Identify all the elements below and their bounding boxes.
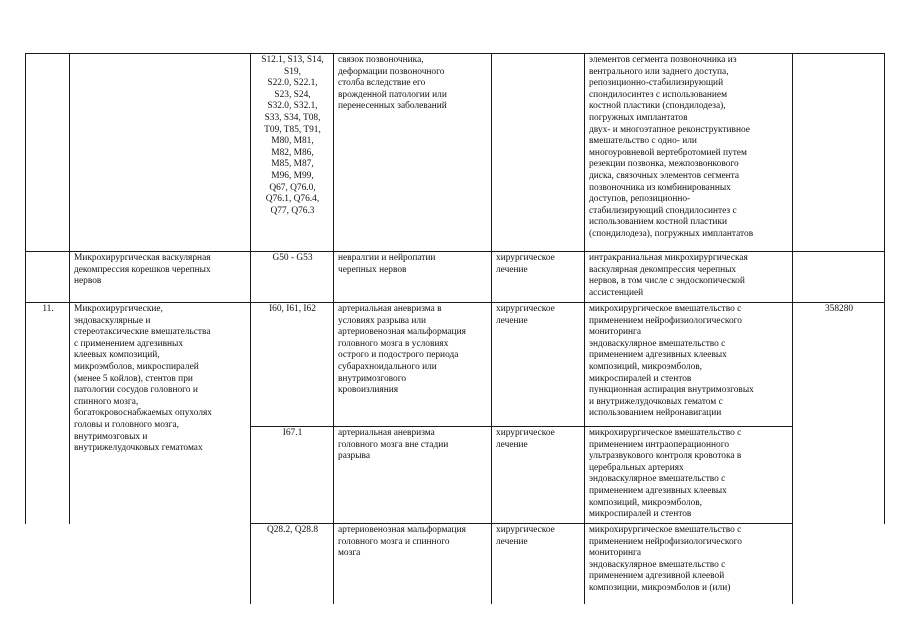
treatment-type-cell: хирургическое лечение	[492, 303, 585, 427]
patient-model-cell: артериовенозная мальформация головного мозга и спинного мозга	[334, 524, 492, 604]
treatment-method-cell: интракраниальная микрохирургическая васкулярная декомпрессия черепных нервов, в том числе с эндоскопической ассистенцией	[585, 252, 793, 303]
patient-model-cell: невралгии и нейропатии черепных нервов	[334, 252, 492, 303]
table-row	[26, 524, 885, 604]
table-row	[26, 252, 885, 303]
treatment-type-cell: хирургическое лечение	[492, 524, 585, 604]
icd-codes-cell: S12.1, S13, S14, S19, S22.0, S22.1, S23, S24, S32.0, S32.1, S33, S34, T08, T09, T85, T91, M80, M81, M82, M86, M85, M87, M96, M99, Q67, Q76.0, Q76.1, Q76.4, Q77, Q76.3	[251, 54, 334, 252]
treatment-method-cell: микрохирургическое вмешательство с применением интраоперационного ультразвукового контроля кровотока в церебральных артериях эндоваскулярное вмешательство с применением адгезивных клеевых композиций, микроэмболов, микроспиралей и стентов	[585, 427, 793, 524]
cost-cell	[793, 252, 885, 303]
patient-model-cell: связок позвоночника, деформации позвоночного столба вследствие его врожденной патологии или перенесенных заболеваний	[334, 54, 492, 252]
treatment-type-cell	[492, 54, 585, 252]
patient-model-cell: артериальная аневризма в условиях разрыва или артериовенозная мальформация головного мозга в условиях острого и подострого периода субарахноидального или внутримозгового кровоизлияния	[334, 303, 492, 427]
icd-codes-cell: Q28.2, Q28.8	[251, 524, 334, 604]
treatment-type-cell: хирургическое лечение	[492, 427, 585, 524]
treatment-method-cell: элементов сегмента позвоночника из вентрального или заднего доступа, репозиционно-стабилизирующий спондилосинтез с использованием костной пластики (спондилодеза), погружных имплантатов двух- и многоэтапное реконструктивное вмешательство с одно- или многоуровневой вертебротомией путем резекции позвонка, межпозвонкового диска, связочных элементов сегмента позвоночника из комбинированных доступов, репозиционно- стабилизирующий спондилосинтез с использованием костной пластики (спондилодеза), погружных имплантатов	[585, 54, 793, 252]
row-number-cell	[26, 252, 70, 303]
medical-procedures-table	[25, 53, 885, 604]
treatment-method-cell: микрохирургическое вмешательство с применением нейрофизиологического мониторинга эндоваскулярное вмешательство с применением адгезивной клеевой композиции, микроэмболов и (или)	[585, 524, 793, 604]
icd-codes-cell: I67.1	[251, 427, 334, 524]
procedure-name-cell	[70, 524, 251, 604]
procedure-name-cell: Микрохирургические, эндоваскулярные и стереотаксические вмешательства с применением адгезивных клеевых композиций, микроэмболов, микроспиралей (менее 5 койлов), стентов при патологии сосудов головного и спинного мозга, богатокровоснабжаемых опухолях головы и головного мозга, внутримозговых и внутрижелудочковых гематомах	[70, 303, 251, 524]
icd-codes-cell: G50 - G53	[251, 252, 334, 303]
procedure-name-cell: Микрохирургическая васкулярная декомпрессия корешков черепных нервов	[70, 252, 251, 303]
treatment-method-cell: микрохирургическое вмешательство с применением нейрофизиологического мониторинга эндоваскулярное вмешательство с применением адгезивных клеевых композиций, микроэмболов, микроспиралей и стентов пункционная аспирация внутримозговых и внутрижелудочковых гематом с использованием нейронавигации	[585, 303, 793, 427]
row-number-cell	[26, 54, 70, 252]
row-number-cell	[26, 524, 70, 604]
table-row	[26, 303, 885, 427]
treatment-type-cell: хирургическое лечение	[492, 252, 585, 303]
icd-codes-cell: I60, I61, I62	[251, 303, 334, 427]
table-row	[26, 54, 885, 252]
cost-cell	[793, 524, 885, 604]
patient-model-cell: артериальная аневризма головного мозга вне стадии разрыва	[334, 427, 492, 524]
cost-cell	[793, 427, 885, 524]
cost-cell	[793, 54, 885, 252]
procedure-name-cell	[70, 54, 251, 252]
row-number-cell: 11.	[26, 303, 70, 427]
cost-cell: 358280	[793, 303, 885, 427]
row-number-cell	[26, 427, 70, 524]
